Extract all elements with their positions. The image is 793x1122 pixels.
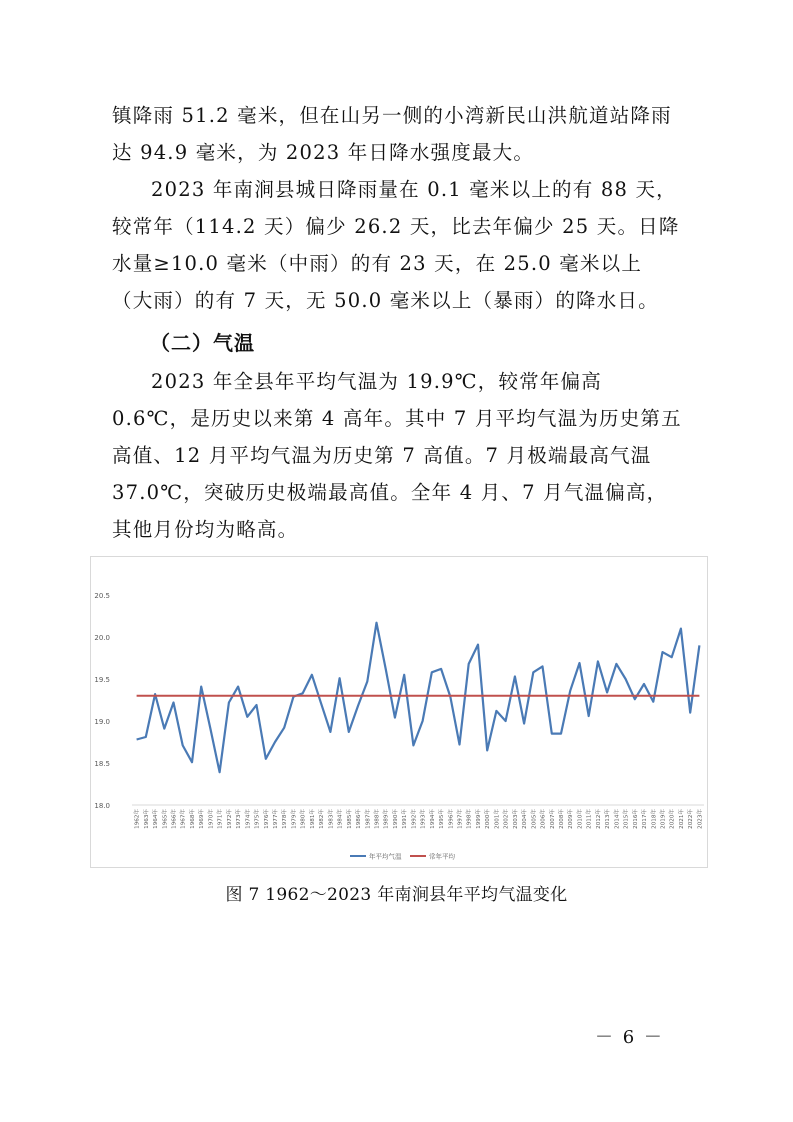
x-tick-label: 1992年 xyxy=(411,809,418,829)
x-tick-label: 2007年 xyxy=(549,809,556,829)
x-tick-label: 1996年 xyxy=(448,809,455,829)
x-tick-label: 1964年 xyxy=(153,809,160,829)
body-paragraph-rain-days: 2023 年南涧县城日降雨量在 0.1 毫米以上的有 88 天，较常年（114.2 天）偏少 26.2 天，比去年偏少 25 天。日降水量≥10.0 毫米（中雨）的有 23 天，在 25.0 毫米以上（大雨）的有 7 天，无 50.0 毫米以上（暴雨）的降水日。 xyxy=(112,178,680,312)
x-tick-label: 1989年 xyxy=(383,809,390,829)
x-tick-label: 1974年 xyxy=(245,809,252,829)
temperature-chart xyxy=(90,556,708,868)
x-tick-label: 1985年 xyxy=(346,809,353,829)
x-tick-label: 2013年 xyxy=(605,809,612,829)
x-tick-label: 1994年 xyxy=(429,809,436,829)
x-tick-label: 1997年 xyxy=(457,809,464,829)
x-tick-label: 2019年 xyxy=(660,809,667,829)
x-tick-label: 1972年 xyxy=(226,809,233,829)
x-tick-label: 1969年 xyxy=(199,809,206,829)
x-tick-label: 1970年 xyxy=(208,809,215,829)
y-tick-label: 19.5 xyxy=(94,676,110,684)
x-tick-label: 1995年 xyxy=(439,809,446,829)
x-tick-label: 1963年 xyxy=(143,809,150,829)
x-tick-label: 1991年 xyxy=(402,809,409,829)
figure-caption: 图 7 1962～2023 年南涧县年平均气温变化 xyxy=(225,885,568,905)
x-tick-label: 1998年 xyxy=(466,809,473,829)
x-tick-label: 1988年 xyxy=(374,809,381,829)
y-tick-label: 18.5 xyxy=(94,760,110,768)
x-tick-label: 1967年 xyxy=(180,809,187,829)
x-tick-label: 2021年 xyxy=(678,809,685,829)
x-tick-label: 1968年 xyxy=(189,809,196,829)
legend-label: 常年平均 xyxy=(429,852,455,861)
x-tick-label: 2011年 xyxy=(586,809,593,829)
x-tick-label: 2005年 xyxy=(531,809,538,829)
page-number: － 6 － xyxy=(595,1027,664,1048)
x-tick-label: 2006年 xyxy=(540,809,547,829)
x-tick-label: 2023年 xyxy=(697,809,704,829)
x-tick-label: 1999年 xyxy=(475,809,482,829)
y-tick-label: 20.5 xyxy=(94,592,110,600)
x-tick-label: 2001年 xyxy=(494,809,501,829)
x-tick-label: 2003年 xyxy=(512,809,519,829)
x-tick-label: 2018年 xyxy=(651,809,658,829)
x-tick-label: 2010年 xyxy=(577,809,584,829)
x-tick-label: 1983年 xyxy=(328,809,335,829)
x-tick-label: 2016年 xyxy=(632,809,639,829)
x-tick-label: 1980年 xyxy=(300,809,307,829)
x-tick-label: 1982年 xyxy=(319,809,326,829)
x-tick-label: 1975年 xyxy=(254,809,261,829)
series-line-annual-mean xyxy=(137,623,700,773)
x-tick-label: 2020年 xyxy=(669,809,676,829)
x-tick-label: 1978年 xyxy=(282,809,289,829)
y-tick-label: 18.0 xyxy=(94,802,110,810)
x-tick-label: 2014年 xyxy=(614,809,621,829)
temperature-chart-svg xyxy=(91,557,709,869)
body-paragraph-rainfall-intensity: 镇降雨 51.2 毫米，但在山另一侧的小湾新民山洪航道站降雨达 94.9 毫米，为 2023 年日降水强度最大。 xyxy=(112,104,672,164)
x-tick-label: 1990年 xyxy=(392,809,399,829)
legend-label: 年平均气温 xyxy=(369,852,402,861)
x-tick-label: 1979年 xyxy=(291,809,298,829)
x-tick-label: 1971年 xyxy=(217,809,224,829)
x-tick-label: 2002年 xyxy=(503,809,510,829)
x-tick-label: 2017年 xyxy=(642,809,649,829)
x-tick-label: 2015年 xyxy=(623,809,630,829)
x-tick-label: 1986年 xyxy=(356,809,363,829)
x-tick-label: 1965年 xyxy=(162,809,169,829)
x-tick-label: 2012年 xyxy=(595,809,602,829)
x-tick-label: 1962年 xyxy=(134,809,141,829)
x-tick-label: 1977年 xyxy=(273,809,279,829)
section-heading-temperature: （二）气温 xyxy=(150,331,255,355)
x-tick-label: 2009年 xyxy=(568,809,575,829)
x-tick-label: 2022年 xyxy=(688,809,695,829)
x-tick-label: 2008年 xyxy=(559,809,565,829)
x-tick-label: 1993年 xyxy=(420,809,427,829)
x-tick-label: 1981年 xyxy=(309,809,316,829)
y-tick-label: 19.0 xyxy=(94,718,110,726)
x-tick-label: 1984年 xyxy=(337,809,344,829)
x-tick-label: 2004年 xyxy=(522,809,529,829)
x-tick-label: 2000年 xyxy=(485,809,492,829)
x-tick-label: 1976年 xyxy=(263,809,270,829)
y-tick-label: 20.0 xyxy=(94,634,110,642)
x-tick-label: 1966年 xyxy=(171,809,178,829)
body-paragraph-temperature: 2023 年全县年平均气温为 19.9℃，较常年偏高 0.6℃，是历史以来第 4 高年。其中 7 月平均气温为历史第五高值、12 月平均气温为历史第 7 高值。7 月极端最高气温 37.0℃，突破历史极端最高值。全年 4 月、7 月气温偏高，其他月份均为略高。 xyxy=(112,370,682,541)
x-tick-label: 1973年 xyxy=(236,809,243,829)
x-tick-label: 1987年 xyxy=(365,809,372,829)
